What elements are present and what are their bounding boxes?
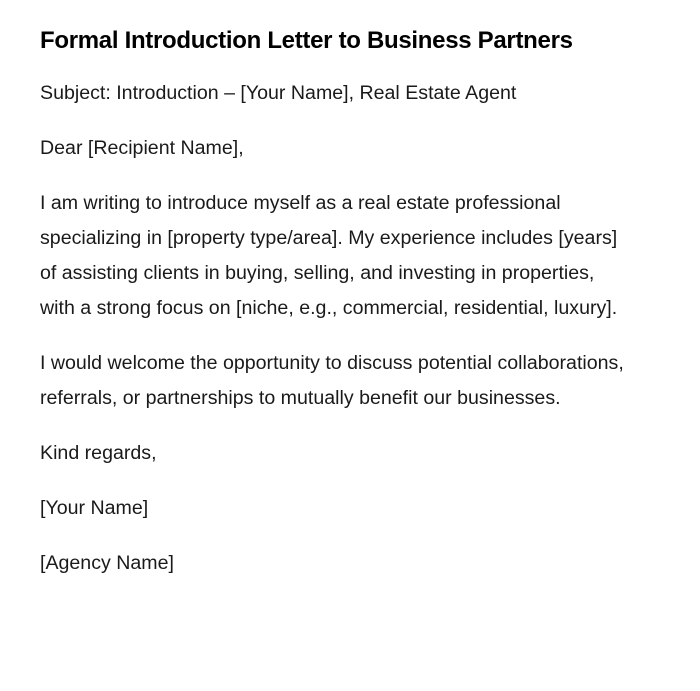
letter-title: Formal Introduction Letter to Business Partners <box>40 27 573 54</box>
letter-closing: Kind regards, <box>40 442 157 464</box>
letter-body-paragraph-2: I would welcome the opportunity to discuss potential collaborations, referrals, or partnerships to mutually benefit our businesses. <box>40 352 624 409</box>
letter-salutation: Dear [Recipient Name], <box>40 137 244 159</box>
signature-agency: [Agency Name] <box>40 552 174 574</box>
letter-subject: Subject: Introduction – [Your Name], Real Estate Agent <box>40 82 517 104</box>
signature-name: [Your Name] <box>40 497 149 519</box>
letter-body-paragraph-1: I am writing to introduce myself as a real estate professional specializing in [property type/area]. My experience includes [years] of assisting clients in buying, selling, and investing in properties, with a strong focus on [niche, e.g., commercial, residential, luxury]. <box>40 192 618 319</box>
